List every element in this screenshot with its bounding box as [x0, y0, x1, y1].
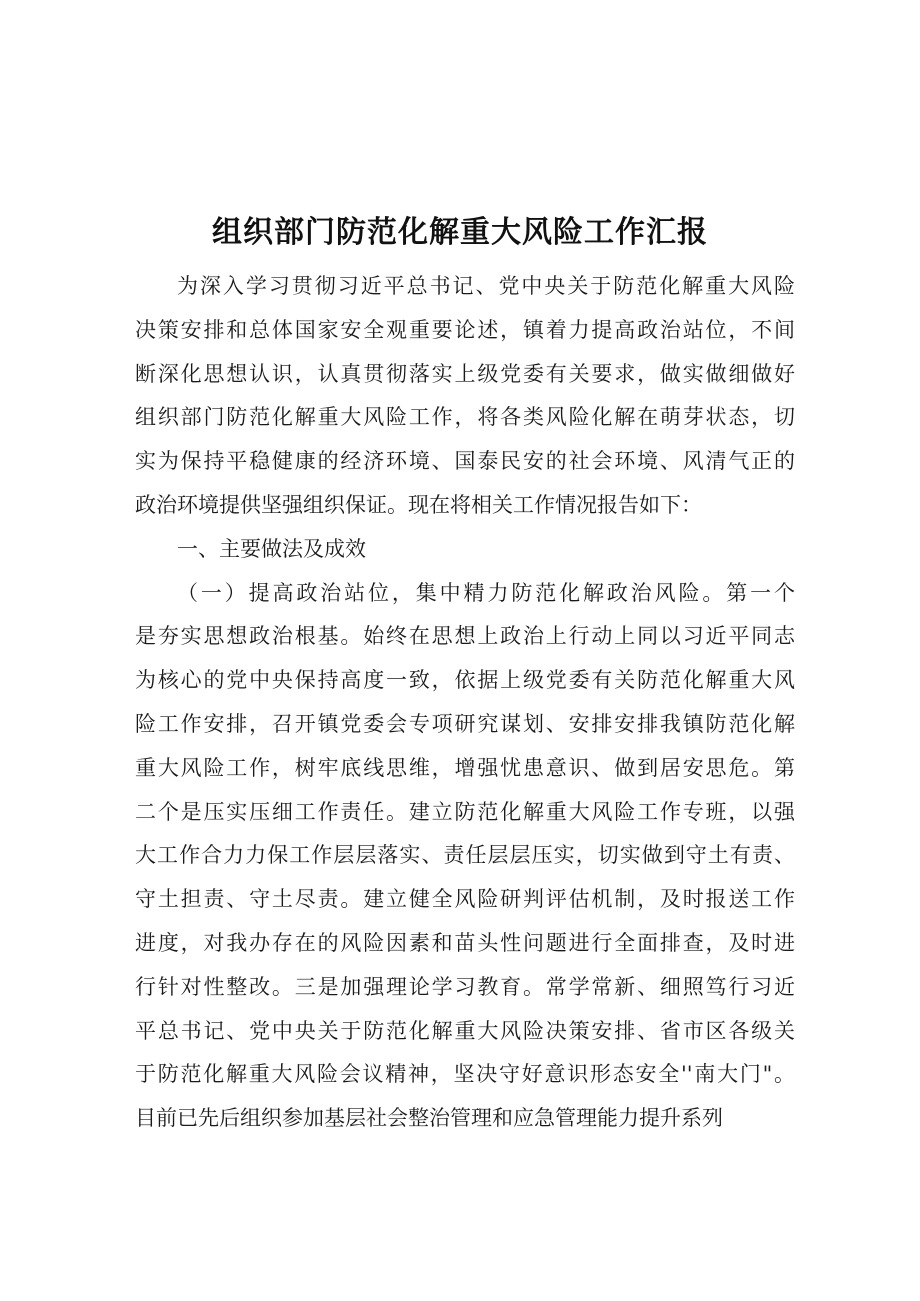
paragraph-line: 进度，对我办存在的风险因素和苗头性问题进行全面排查，及时进	[135, 930, 795, 955]
document-body	[135, 265, 795, 1141]
paragraph-line: 险工作安排，召开镇党委会专项研究谋划、安排安排我镇防范化解	[135, 711, 795, 736]
paragraph-line: 行针对性整改。三是加强理论学习教育。常学常新、细照笃行习近	[135, 974, 795, 999]
paragraph-line: 为核心的党中央保持高度一致，依据上级党委有关防范化解重大风	[135, 668, 795, 693]
paragraph-line: （一）提高政治站位，集中精力防范化解政治风险。第一个	[177, 580, 795, 605]
section-heading: 一、主要做法及成效	[177, 536, 366, 561]
document-title: 组织部门防范化解重大风险工作汇报	[212, 215, 708, 250]
paragraph-line: 政治环境提供坚强组织保证。现在将相关工作情况报告如下：	[135, 492, 702, 517]
paragraph-line: 断深化思想认识，认真贯彻落实上级党委有关要求，做实做细做好	[135, 361, 795, 386]
paragraph-line: 二个是压实压细工作责任。建立防范化解重大风险工作专班，以强	[135, 799, 795, 824]
paragraph-line: 组织部门防范化解重大风险工作，将各类风险化解在萌芽状态，切	[135, 405, 795, 430]
paragraph-line: 决策安排和总体国家安全观重要论述，镇着力提高政治站位，不间	[135, 317, 795, 342]
paragraph-line: 为深入学习贯彻习近平总书记、党中央关于防范化解重大风险	[177, 274, 795, 298]
paragraph-line: 守土担责、守土尽责。建立健全风险研判评估机制，及时报送工作	[135, 887, 795, 912]
paragraph-line: 重大风险工作，树牢底线思维，增强忧患意识、做到居安思危。第	[135, 755, 795, 780]
paragraph-line: 大工作合力力保工作层层落实、责任层层压实，切实做到守土有责、	[135, 843, 795, 868]
paragraph-line: 目前已先后组织参加基层社会整治管理和应急管理能力提升系列	[135, 1106, 723, 1131]
paragraph-line: 是夯实思想政治根基。始终在思想上政治上行动上同以习近平同志	[135, 624, 795, 649]
paragraph-line: 平总书记、党中央关于防范化解重大风险决策安排、省市区各级关	[135, 1018, 795, 1043]
paragraph-line: 实为保持平稳健康的经济环境、国泰民安的社会环境、风清气正的	[135, 449, 795, 474]
paragraph-line: 于防范化解重大风险会议精神，坚决守好意识形态安全''南大门"。	[135, 1062, 795, 1087]
